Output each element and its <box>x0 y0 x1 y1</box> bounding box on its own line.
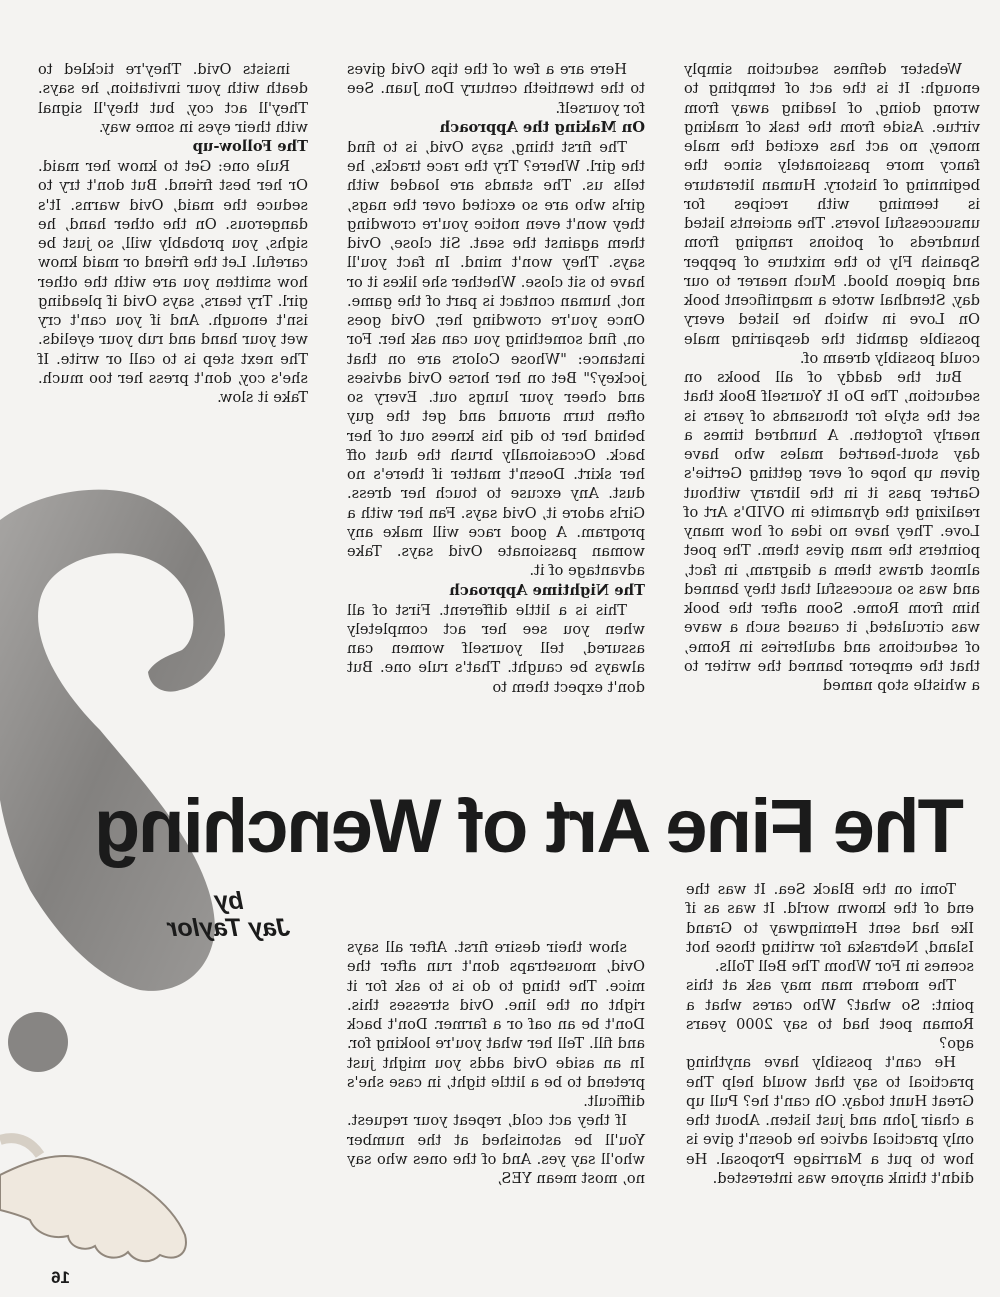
column-tomi <box>686 880 974 1188</box>
paragraph: He can't possibly have anything practical to say that would help The Great Hunt today. Oh can't he? Pull up a chair John and just listen. About the only practical advice he doesn't give is how to put a Marriage Proposal. He didn't think anyone was interested. <box>686 1054 974 1187</box>
column-approach <box>347 60 645 697</box>
section-heading: The Follow-up <box>192 138 308 155</box>
column-desire <box>347 938 645 1188</box>
paragraph: Rule one: Get to know her maid. Or her best friend. But don't try to seduce the maid, Ovid warns. It's dangerous. On the other hand, he sighs, you probably will, so just be careful. Let the friend or maid know how smitten you are with the other girl. Try tears, says Ovid if pleading isn't enough. And if you can't cry wet your hand and rub your eyelids. The next step is to call or write. If she's coy, don't press her too much. Take it slow. <box>38 158 308 406</box>
paragraph: show their desire first. After all says Ovid, mousetraps don't run after the mice. The thing to do is to ask for it right on the line. Ovid stresses this. Don't be an oaf or a farmer. Don't back and fill. Tell her what you're looking for. In an aside Ovid adds you might just pretend to be a little tight, in case she's difficult. <box>347 939 645 1110</box>
paragraph: Tomi on the Black Sea. It was the end of the known world. It was as if Ike had sent Hemingway to Grand Island, Nebraska for writing those hot scenes in For Whom The Bell Tolls. <box>686 881 974 975</box>
article-title: The Fine Art of Wenching <box>95 784 964 869</box>
paragraph: If they act cold, repeat your request. You'll be astonished at the number who'll say yes. And of the ones who say no, most mean YES, <box>347 1112 645 1187</box>
byline-by: by <box>214 887 244 915</box>
question-mark-dot <box>8 1012 68 1072</box>
section-heading: On Making the Approach <box>439 118 645 136</box>
column-follow-up <box>38 60 308 407</box>
paragraph: This is a little different. First of all when you see her act completely assured, tell yourself women can always be caught. That's rule one. But don't expect them to <box>347 601 645 696</box>
paragraph: The modern man may ask at this point: So what? Who cares what a Roman poet had to say 2000 years ago? <box>686 977 974 1052</box>
foot-illustration <box>0 1138 186 1261</box>
paragraph: Webster defines seduction simply enough: It is the act of tempting to wrong doing, of leading away from virtue. Aside from the task of making money, no act has excited the male fancy more passionately since the beginning of history. Human literature is teeming with recipes for unsuccessful lovers. The ancients listed hundreds of potions ranging from Spanish Fly to the mixture of pepper and pigeon blood. Much nearer to our day, Stendhal wrote a magnificent book On Love in which he listed every possible gambit the despairing male could possibly dream of. <box>684 61 980 367</box>
paragraph: insists Ovid. They're tickled to death with your invitation, he says. They'll act coy, but they'll signal with their eyes in some way. <box>38 61 308 136</box>
column-intro <box>684 60 980 695</box>
paragraph: The first thing, says Ovid, is to find the girl. Where? Try the race tracks, he tells us. The stands are loaded with girls who are so excited over the nags, they won't even notice you're crowding them against the seat. Sit close, Ovid says. They won't mind. In fact you'll have to sit close. Whether she likes it or not, human contact is part of the game. Once you're crowding her, Ovid goes on, find something you can ask her. For instance: "Whose Colors are on that jockey?" Bet on her horse Ovid advises and cheer your lungs out. Every so often turn around and get the guy behind her to dig his knees out of her back. Occasionally brush the dust off her skirt. Doesn't matter if there's no dust. Any excuse to touch her dress. Girls adore it, Ovid says. Fan her with a program. A good race will make any woman passionate Ovid says. Take advantage of it. <box>347 138 645 580</box>
section-heading: The Nightime Approach <box>449 581 645 599</box>
page-number: 16 <box>51 1268 70 1287</box>
byline-author: Jay Taylor <box>167 914 291 942</box>
paragraph: Here are a few of the tips Ovid gives to the twentieth century Don Juan. See for yourself. <box>347 61 645 117</box>
paragraph: But the daddy of all books on seduction, The Do It Yourself Book that set the style for thousands of years is nearly forgotten. A hundred times a day stout-hearted males who have given up hope of ever getting Gertie's Garter pass it in the library without realizing the dynamite in OVID's Art of Love. They have no idea of how many pointers the man gives them. The poet almost draws them a diagram, in fact, and was so successful that they banned him from Rome. Soon after the book was circulated, it caused such a wave of seductions and adulteries in Rome, that the emperor banned the writer to a whistle stop named <box>684 369 980 694</box>
byline <box>144 888 314 942</box>
